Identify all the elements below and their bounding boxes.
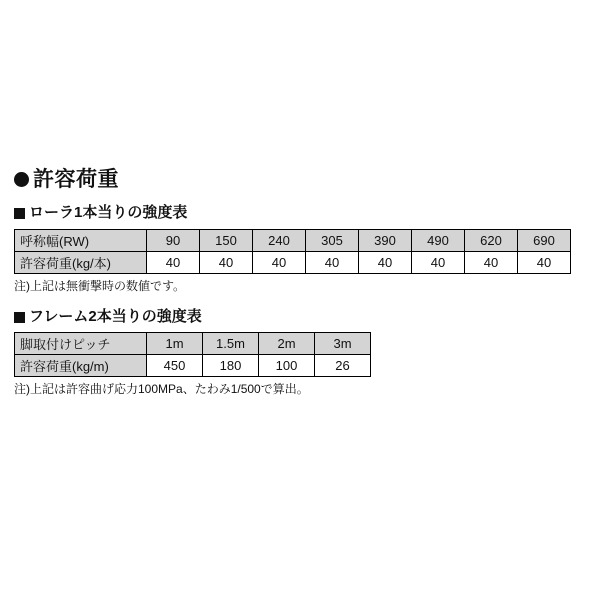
row-header: 許容荷重(kg/本) <box>15 251 147 273</box>
row-header: 呼称幅(RW) <box>15 229 147 251</box>
cell: 40 <box>306 251 359 273</box>
square-bullet-icon <box>14 312 25 323</box>
cell: 450 <box>147 355 203 377</box>
cell: 40 <box>359 251 412 273</box>
cell: 40 <box>200 251 253 273</box>
cell: 305 <box>306 229 359 251</box>
page-title <box>14 168 600 191</box>
cell: 240 <box>253 229 306 251</box>
square-bullet-icon <box>14 208 25 219</box>
page-title-text: 許容荷重 <box>33 168 119 191</box>
cell: 390 <box>359 229 412 251</box>
cell: 40 <box>412 251 465 273</box>
cell: 40 <box>465 251 518 273</box>
section-frame-subtitle <box>14 309 600 326</box>
cell: 150 <box>200 229 253 251</box>
cell: 100 <box>259 355 315 377</box>
cell: 3m <box>315 333 371 355</box>
roller-strength-table <box>14 229 571 274</box>
table-row <box>15 355 371 377</box>
section-roller-subtitle-text: ローラ1本当りの強度表 <box>29 204 188 222</box>
cell: 690 <box>518 229 571 251</box>
section-frame-subtitle-text: フレーム2本当りの強度表 <box>29 307 202 325</box>
cell: 1.5m <box>203 333 259 355</box>
cell: 1m <box>147 333 203 355</box>
frame-strength-table <box>14 332 371 377</box>
cell: 2m <box>259 333 315 355</box>
section-roller-subtitle <box>14 205 600 222</box>
spacer <box>14 293 600 309</box>
table-row <box>15 333 371 355</box>
cell: 40 <box>518 251 571 273</box>
row-header: 許容荷重(kg/m) <box>15 355 147 377</box>
table-row <box>15 251 571 273</box>
cell: 40 <box>253 251 306 273</box>
row-header: 脚取付けピッチ <box>15 333 147 355</box>
roller-table-note: 注)上記は無衝撃時の数値です。 <box>14 278 186 293</box>
cell: 490 <box>412 229 465 251</box>
cell: 180 <box>203 355 259 377</box>
cell: 90 <box>147 229 200 251</box>
frame-table-note: 注)上記は許容曲げ応力100MPa、たわみ1/500で算出。 <box>14 382 309 397</box>
cell: 40 <box>147 251 200 273</box>
cell: 620 <box>465 229 518 251</box>
table-row <box>15 229 571 251</box>
section-frame-strength <box>14 309 600 397</box>
section-roller-strength <box>14 205 600 293</box>
cell: 26 <box>315 355 371 377</box>
circle-bullet-icon <box>14 172 29 187</box>
